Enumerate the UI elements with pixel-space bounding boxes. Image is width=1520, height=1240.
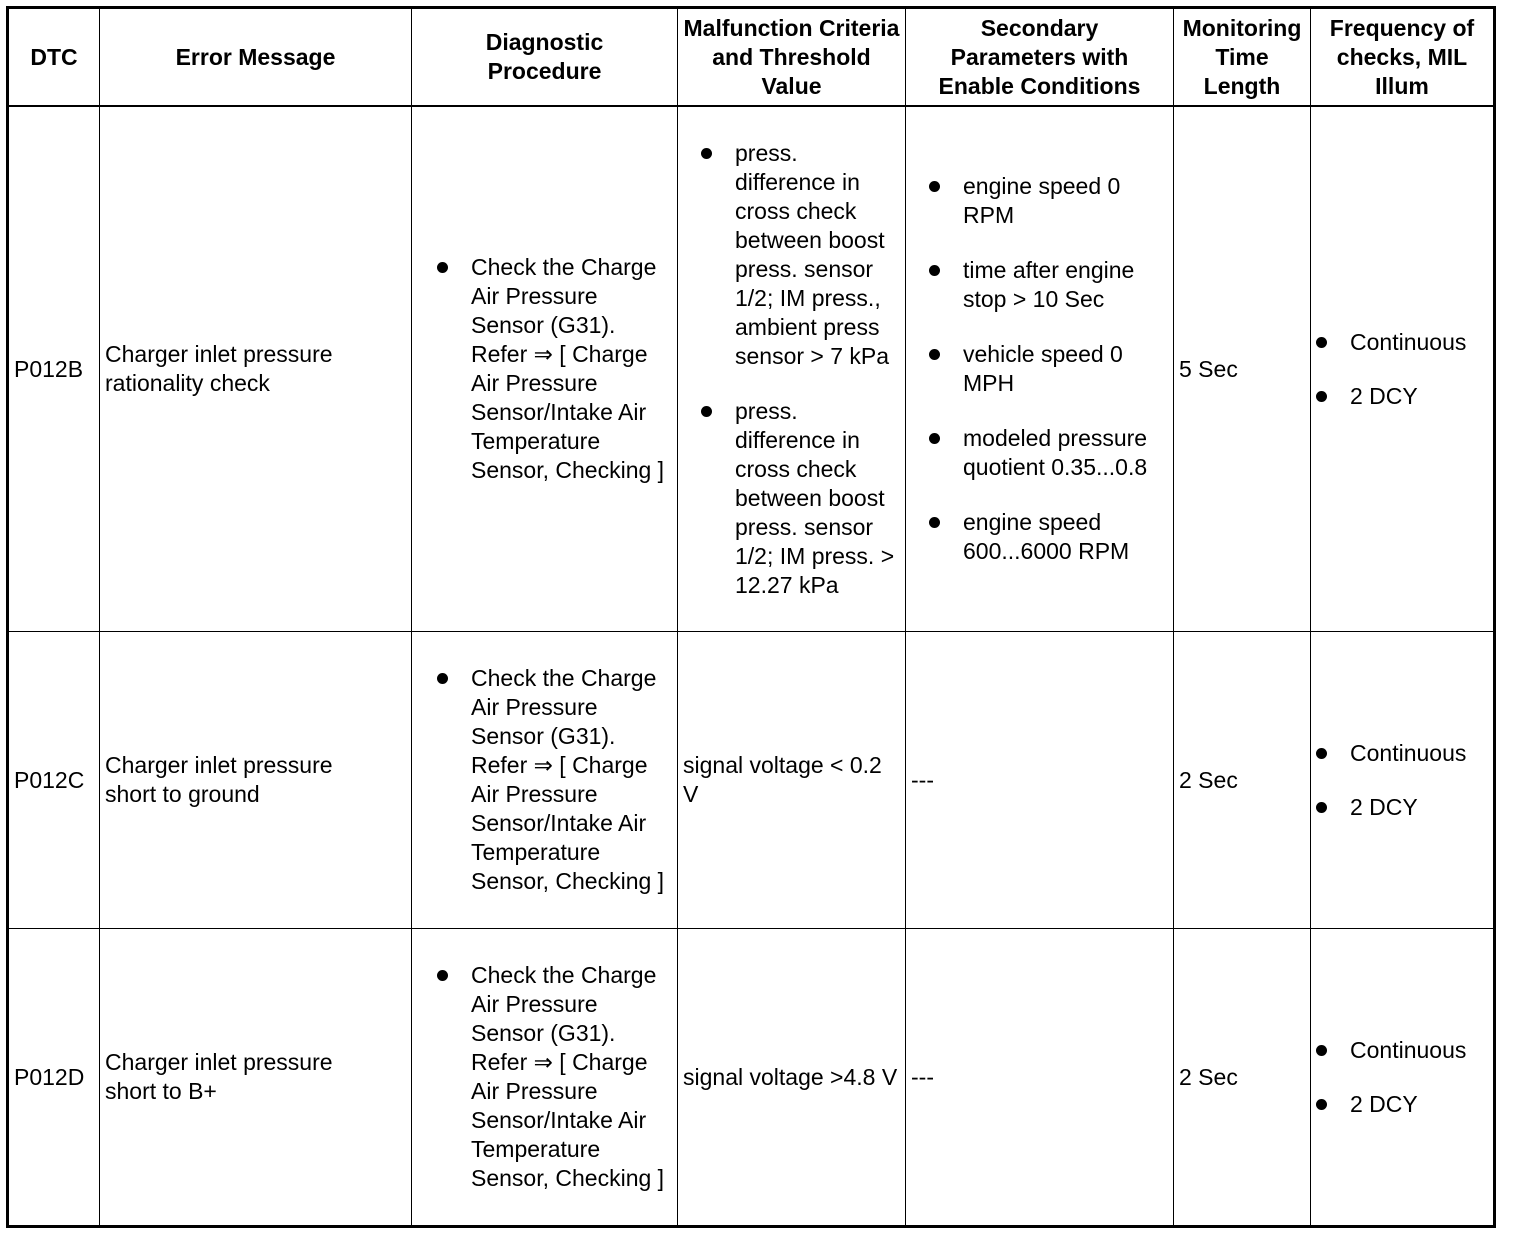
dtc-code: P012B: [8, 106, 100, 632]
header-malfunction-criteria: Malfunction Criteria and Threshold Value: [678, 8, 906, 107]
criteria-item: press. difference in cross check between boost press. sensor 1/2; IM press., ambient press sensor > 7 kPa: [701, 139, 900, 371]
header-frequency: Frequency of checks, MIL Illum: [1311, 8, 1495, 107]
diagnostic-procedure-list: [437, 253, 672, 485]
dtc-code: P012C: [8, 632, 100, 929]
dtc-table: [6, 6, 1496, 1228]
secondary-item: time after engine stop > 10 Sec: [929, 256, 1168, 314]
secondary-item: modeled pressure quotient 0.35...0.8: [929, 424, 1168, 482]
frequency-item: Continuous: [1316, 739, 1488, 768]
criteria-item: press. difference in cross check between boost press. sensor 1/2; IM press. > 12.27 kPa: [701, 397, 900, 600]
header-dtc: DTC: [8, 8, 100, 107]
diagnostic-procedure-cell: [412, 106, 678, 632]
frequency-item: Continuous: [1316, 1036, 1488, 1065]
header-secondary-parameters: Secondary Parameters with Enable Conditions: [906, 8, 1174, 107]
secondary-parameters: ---: [906, 929, 1174, 1227]
table-row: [8, 929, 1495, 1227]
secondary-item: engine speed 0 RPM: [929, 172, 1168, 230]
frequency-list: [1316, 739, 1488, 822]
table-header-row: [8, 8, 1495, 107]
monitoring-time: 5 Sec: [1174, 106, 1311, 632]
diagnostic-procedure-item: Check the Charge Air Pressure Sensor (G31). Refer ⇒ [ Charge Air Pressure Sensor/Intake Air Temperature Sensor, Checking ]: [437, 664, 672, 896]
malfunction-criteria: signal voltage >4.8 V: [678, 929, 906, 1227]
secondary-item: engine speed 600...6000 RPM: [929, 508, 1168, 566]
frequency-cell: [1311, 929, 1495, 1227]
malfunction-criteria: signal voltage < 0.2 V: [678, 632, 906, 929]
error-message: Charger inlet pressure rationality check: [100, 106, 412, 632]
frequency-item: 2 DCY: [1316, 793, 1488, 822]
header-diagnostic-procedure: Diagnostic Procedure: [412, 8, 678, 107]
malfunction-criteria-cell: [678, 106, 906, 632]
table-row: [8, 632, 1495, 929]
diagnostic-procedure-item: Check the Charge Air Pressure Sensor (G31). Refer ⇒ [ Charge Air Pressure Sensor/Intake Air Temperature Sensor, Checking ]: [437, 253, 672, 485]
frequency-cell: [1311, 632, 1495, 929]
dtc-code: P012D: [8, 929, 100, 1227]
diagnostic-procedure-cell: [412, 632, 678, 929]
secondary-parameters: ---: [906, 632, 1174, 929]
secondary-parameters-cell: [906, 106, 1174, 632]
secondary-parameters-list: [929, 172, 1168, 566]
table-row: [8, 106, 1495, 632]
frequency-item: Continuous: [1316, 328, 1488, 357]
diagnostic-procedure-cell: [412, 929, 678, 1227]
secondary-item: vehicle speed 0 MPH: [929, 340, 1168, 398]
diagnostic-procedure-item: Check the Charge Air Pressure Sensor (G31). Refer ⇒ [ Charge Air Pressure Sensor/Intake Air Temperature Sensor, Checking ]: [437, 961, 672, 1193]
error-message: Charger inlet pressure short to B+: [100, 929, 412, 1227]
monitoring-time: 2 Sec: [1174, 929, 1311, 1227]
monitoring-time: 2 Sec: [1174, 632, 1311, 929]
frequency-cell: [1311, 106, 1495, 632]
frequency-item: 2 DCY: [1316, 1090, 1488, 1119]
frequency-list: [1316, 328, 1488, 411]
malfunction-criteria-list: [701, 139, 900, 600]
frequency-list: [1316, 1036, 1488, 1119]
diagnostic-procedure-list: [437, 664, 672, 896]
error-message: Charger inlet pressure short to ground: [100, 632, 412, 929]
diagnostic-procedure-list: [437, 961, 672, 1193]
header-error-message: Error Message: [100, 8, 412, 107]
header-monitoring-time: Monitoring Time Length: [1174, 8, 1311, 107]
frequency-item: 2 DCY: [1316, 382, 1488, 411]
